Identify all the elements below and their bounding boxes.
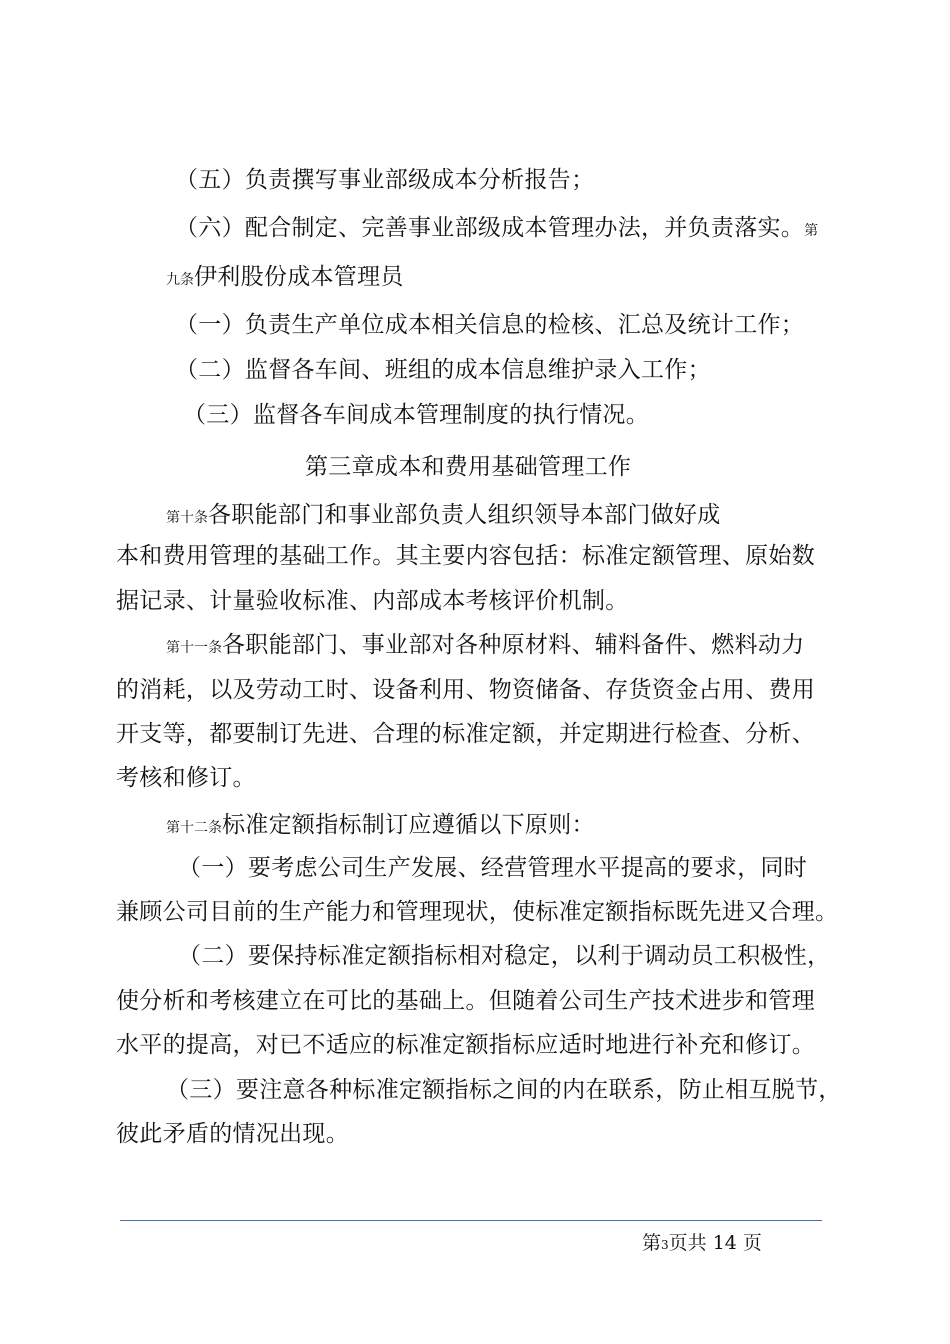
article-12-label: 第十二条 — [166, 820, 222, 836]
item-6-text: （六）配合制定、完善事业部级成本管理办法，并负责落实。 — [175, 215, 805, 241]
article-9-label-start: 第 — [804, 223, 819, 239]
principle-1-line-2: 兼顾公司目前的生产能力和管理现状，使标准定额指标既先进又合理。 — [116, 899, 839, 925]
page-current: 3 — [661, 1238, 669, 1252]
duty-3: （三）监督各车间成本管理制度的执行情况。 — [183, 402, 649, 428]
duty-1: （一）负责生产单位成本相关信息的检核、汇总及统计工作； — [175, 312, 805, 338]
chapter-title: 第三章成本和费用基础管理工作 — [305, 454, 632, 480]
article-12-text-1: 标准定额指标制订应遵循以下原则： — [222, 812, 595, 838]
article-10-text-1: 各职能部门和事业部负责人组织领导本部门做好成 — [208, 502, 721, 528]
article-11-line-1 — [166, 630, 805, 663]
page-suffix: 页共 14 页 — [668, 1232, 762, 1254]
item-6 — [175, 213, 818, 246]
item-5: （五）负责撰写事业部级成本分析报告； — [175, 167, 595, 193]
principle-2-line-2: 使分析和考核建立在可比的基础上。但随着公司生产技术进步和管理 — [116, 988, 815, 1014]
principle-3-line-2: 彼此矛盾的情况出现。 — [116, 1121, 349, 1147]
principle-2-line-1: （二）要保持标准定额指标相对稳定，以利于调动员工积极性， — [178, 943, 831, 969]
article-9 — [166, 262, 404, 295]
article-9-label-end: 九条 — [166, 272, 194, 288]
article-10-line-3: 据记录、计量验收标准、内部成本考核评价机制。 — [116, 588, 629, 614]
article-10-label: 第十条 — [166, 510, 208, 526]
article-12-line-1 — [166, 810, 595, 843]
article-10-line-2: 本和费用管理的基础工作。其主要内容包括：标准定额管理、原始数 — [116, 543, 815, 569]
principle-3-line-1: （三）要注意各种标准定额指标之间的内在联系，防止相互脱节， — [166, 1077, 842, 1103]
article-9-title: 伊利股份成本管理员 — [194, 264, 404, 290]
principle-2-line-3: 水平的提高，对已不适应的标准定额指标应适时地进行补充和修订。 — [116, 1032, 815, 1058]
article-11-text-1: 各职能部门、事业部对各种原材料、辅料备件、燃料动力 — [222, 632, 805, 658]
page-prefix: 第 — [642, 1232, 662, 1254]
article-11-label: 第十一条 — [166, 640, 222, 656]
article-10-line-1 — [166, 500, 721, 533]
principle-1-line-1: （一）要考虑公司生产发展、经营管理水平提高的要求，同时 — [178, 855, 808, 881]
article-11-line-4: 考核和修订。 — [116, 765, 256, 791]
footer-rule — [120, 1220, 822, 1221]
duty-2: （二）监督各车间、班组的成本信息维护录入工作； — [175, 357, 711, 383]
article-11-line-2: 的消耗，以及劳动工时、设备利用、物资储备、存货资金占用、费用 — [116, 677, 815, 703]
article-11-line-3: 开支等，都要制订先进、合理的标准定额，并定期进行检查、分析、 — [116, 721, 815, 747]
page-number — [642, 1230, 762, 1258]
